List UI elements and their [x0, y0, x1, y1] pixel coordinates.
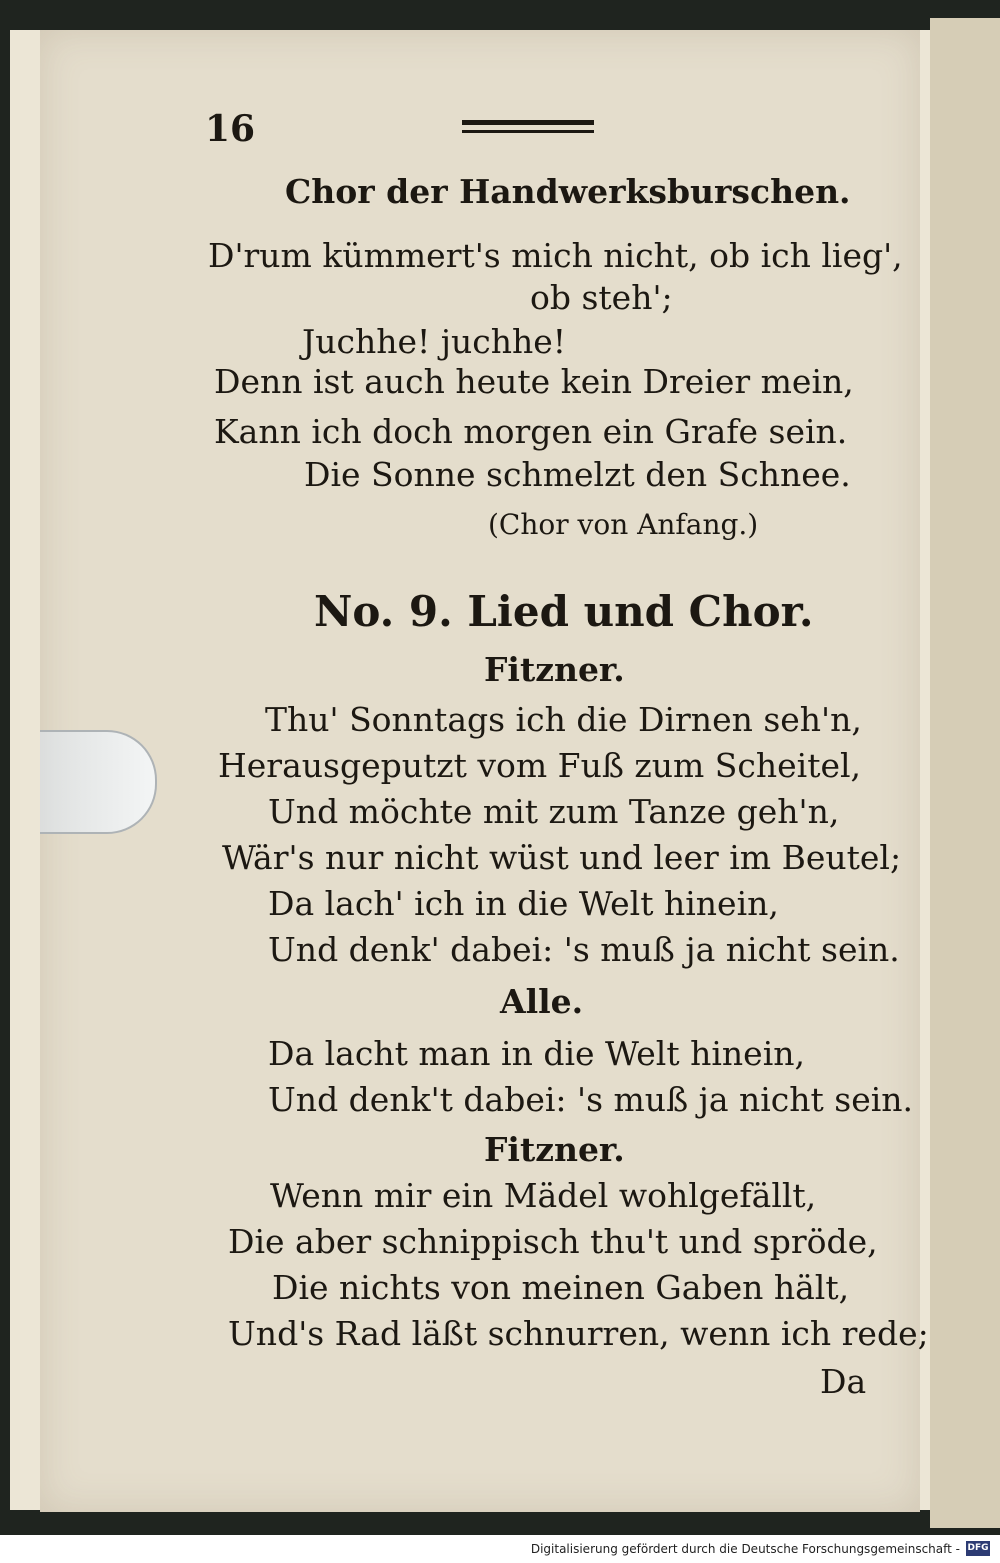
page-clip: [40, 730, 157, 834]
verse-line: Juchhe! juchhe!: [302, 322, 567, 361]
verse-line: Und denk' dabei: 's muß ja nicht sein.: [268, 930, 900, 969]
header-rule-thin: [462, 130, 594, 133]
verse-line: ob steh';: [530, 278, 673, 317]
verse-line: Da lach' ich in die Welt hinein,: [268, 884, 779, 923]
section-title: No. 9. Lied und Chor.: [314, 587, 814, 636]
verse-line: Wär's nur nicht wüst und leer im Beutel;: [222, 838, 902, 877]
verse-line: Denn ist auch heute kein Dreier mein,: [214, 362, 854, 401]
verse-line: Thu' Sonntags ich die Dirnen seh'n,: [265, 700, 862, 739]
verse-line: D'rum kümmert's mich nicht, ob ich lieg',: [208, 236, 903, 275]
verse-line: Und denk't dabei: 's muß ja nicht sein.: [268, 1080, 914, 1119]
stage-direction: (Chor von Anfang.): [488, 508, 759, 541]
speaker-name: Fitzner.: [484, 1130, 625, 1169]
verse-line: Wenn mir ein Mädel wohlgefällt,: [270, 1176, 817, 1215]
verse-line: Die aber schnippisch thu't und spröde,: [228, 1222, 878, 1261]
verse-line: Da lacht man in die Welt hinein,: [268, 1034, 805, 1073]
verse-line: Herausgeputzt vom Fuß zum Scheitel,: [218, 746, 862, 785]
dfg-logo: DFG: [966, 1541, 990, 1556]
verse-line: Die nichts von meinen Gaben hält,: [272, 1268, 850, 1307]
verse-line: Und möchte mit zum Tanze geh'n,: [268, 792, 840, 831]
speaker-name: Fitzner.: [484, 650, 625, 689]
funding-credit: Digitalisierung gefördert durch die Deutsche Forschungsgemeinschaft -: [530, 1542, 960, 1556]
verse-line: Die Sonne schmelzt den Schnee.: [304, 455, 851, 494]
verse-line: Und's Rad läßt schnurren, wenn ich rede;: [228, 1314, 929, 1353]
verse-line: Kann ich doch morgen ein Grafe sein.: [214, 412, 848, 451]
page-number: 16: [205, 108, 256, 150]
facing-page-edge: [930, 18, 1000, 1528]
stanza-heading: Chor der Handwerksburschen.: [285, 172, 851, 211]
speaker-name: Alle.: [500, 982, 584, 1021]
header-rule: [462, 120, 594, 125]
footer-bar: [0, 1535, 1000, 1563]
catchword: Da: [820, 1362, 867, 1401]
